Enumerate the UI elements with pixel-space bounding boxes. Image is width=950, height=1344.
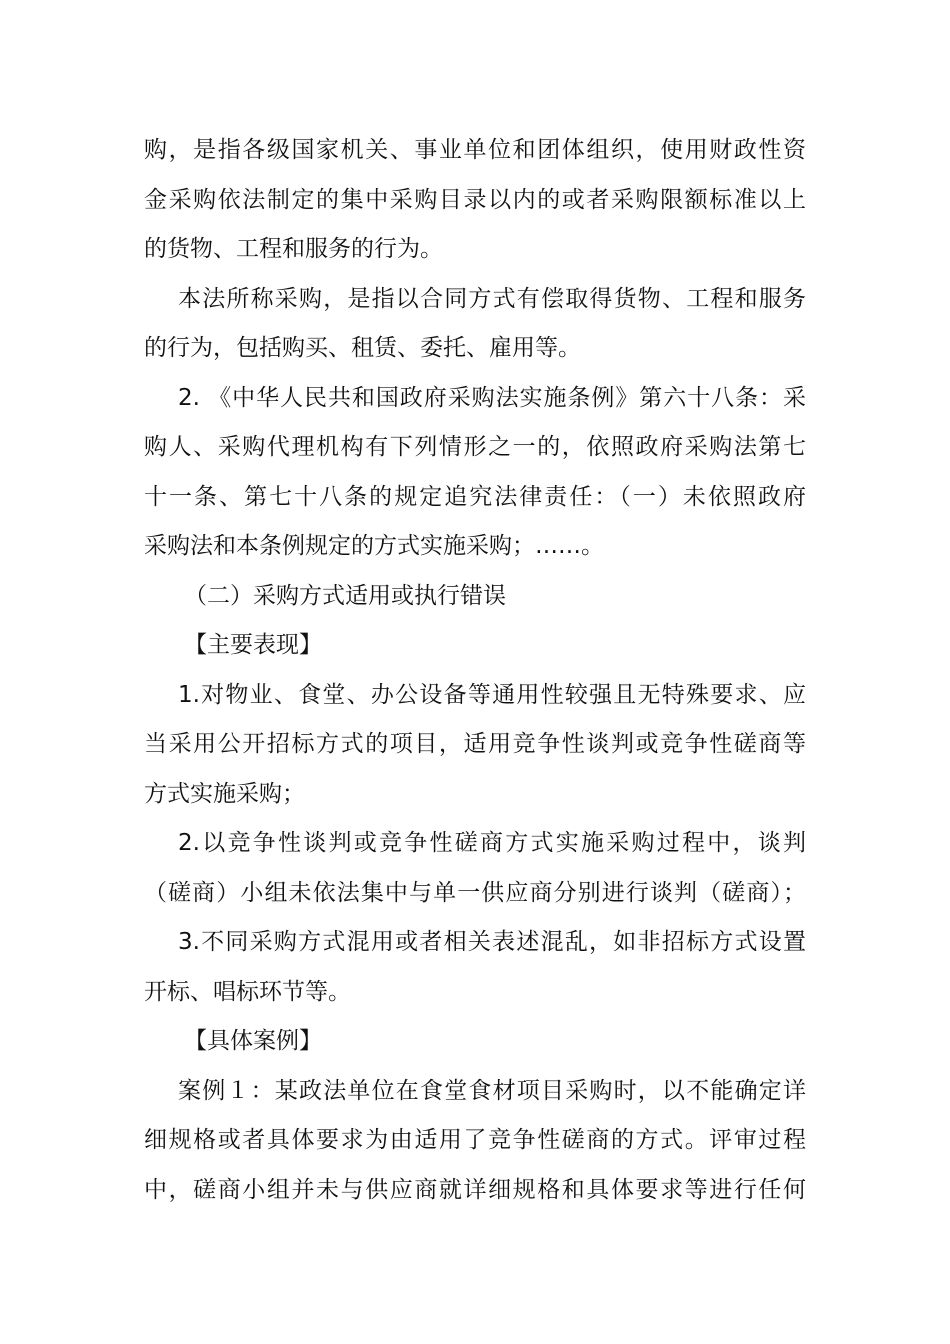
paragraph-regulation-article-68: 2. 《中华人民共和国政府采购法实施条例》第六十八条：采 bbox=[178, 384, 806, 411]
text-line-8: 十一条、第七十八条的规定追究法律责任：（一）未依照政府 bbox=[144, 483, 806, 510]
text-line-1: 购，是指各级国家机关、事业单位和团体组织，使用财政性资 bbox=[144, 137, 806, 163]
text-line-3: 的货物、工程和服务的行为。 bbox=[144, 236, 443, 262]
text-line-16: （磋商）小组未依法集中与单一供应商分别进行谈判（磋商）； bbox=[144, 879, 806, 906]
case-1-paragraph: 案例１：某政法单位在食堂食材项目采购时，以不能确定详 bbox=[178, 1077, 806, 1104]
subheading-main-manifestations: 【主要表现】 bbox=[184, 632, 322, 658]
text-line-7: 购人、采购代理机构有下列情形之一的，依照政府采购法第七 bbox=[144, 434, 806, 460]
text-line-2: 金采购依法制定的集中采购目录以内的或者采购限额标准以上 bbox=[144, 186, 806, 213]
list-item-3: 3.不同采购方式混用或者相关表述混乱，如非招标方式设置 bbox=[178, 929, 806, 955]
subheading-specific-cases: 【具体案例】 bbox=[184, 1028, 322, 1054]
section-heading-procurement-method-error: （二）采购方式适用或执行错误 bbox=[184, 582, 506, 609]
text-line-14: 方式实施采购； bbox=[144, 780, 305, 807]
list-item-1: 1.对物业、食堂、办公设备等通用性较强且无特殊要求、应 bbox=[178, 681, 806, 708]
text-line-22: 中，磋商小组并未与供应商就详细规格和具体要求等进行任何 bbox=[144, 1176, 806, 1203]
text-line-18: 开标、唱标环节等。 bbox=[144, 978, 351, 1005]
text-line-13: 当采用公开招标方式的项目，适用竞争性谈判或竞争性磋商等 bbox=[144, 731, 806, 757]
text-line-21: 细规格或者具体要求为由适用了竞争性磋商的方式。评审过程 bbox=[144, 1127, 806, 1153]
list-item-2: 2.以竞争性谈判或竞争性磋商方式实施采购过程中，谈判 bbox=[178, 830, 806, 856]
text-line-9: 采购法和本条例规定的方式实施采购；……。 bbox=[144, 533, 604, 559]
text-line-5: 的行为，包括购买、租赁、委托、雇用等。 bbox=[144, 335, 581, 361]
document-body bbox=[144, 126, 806, 1215]
paragraph-procurement-definition: 本法所称采购，是指以合同方式有偿取得货物、工程和服务 bbox=[178, 285, 806, 312]
